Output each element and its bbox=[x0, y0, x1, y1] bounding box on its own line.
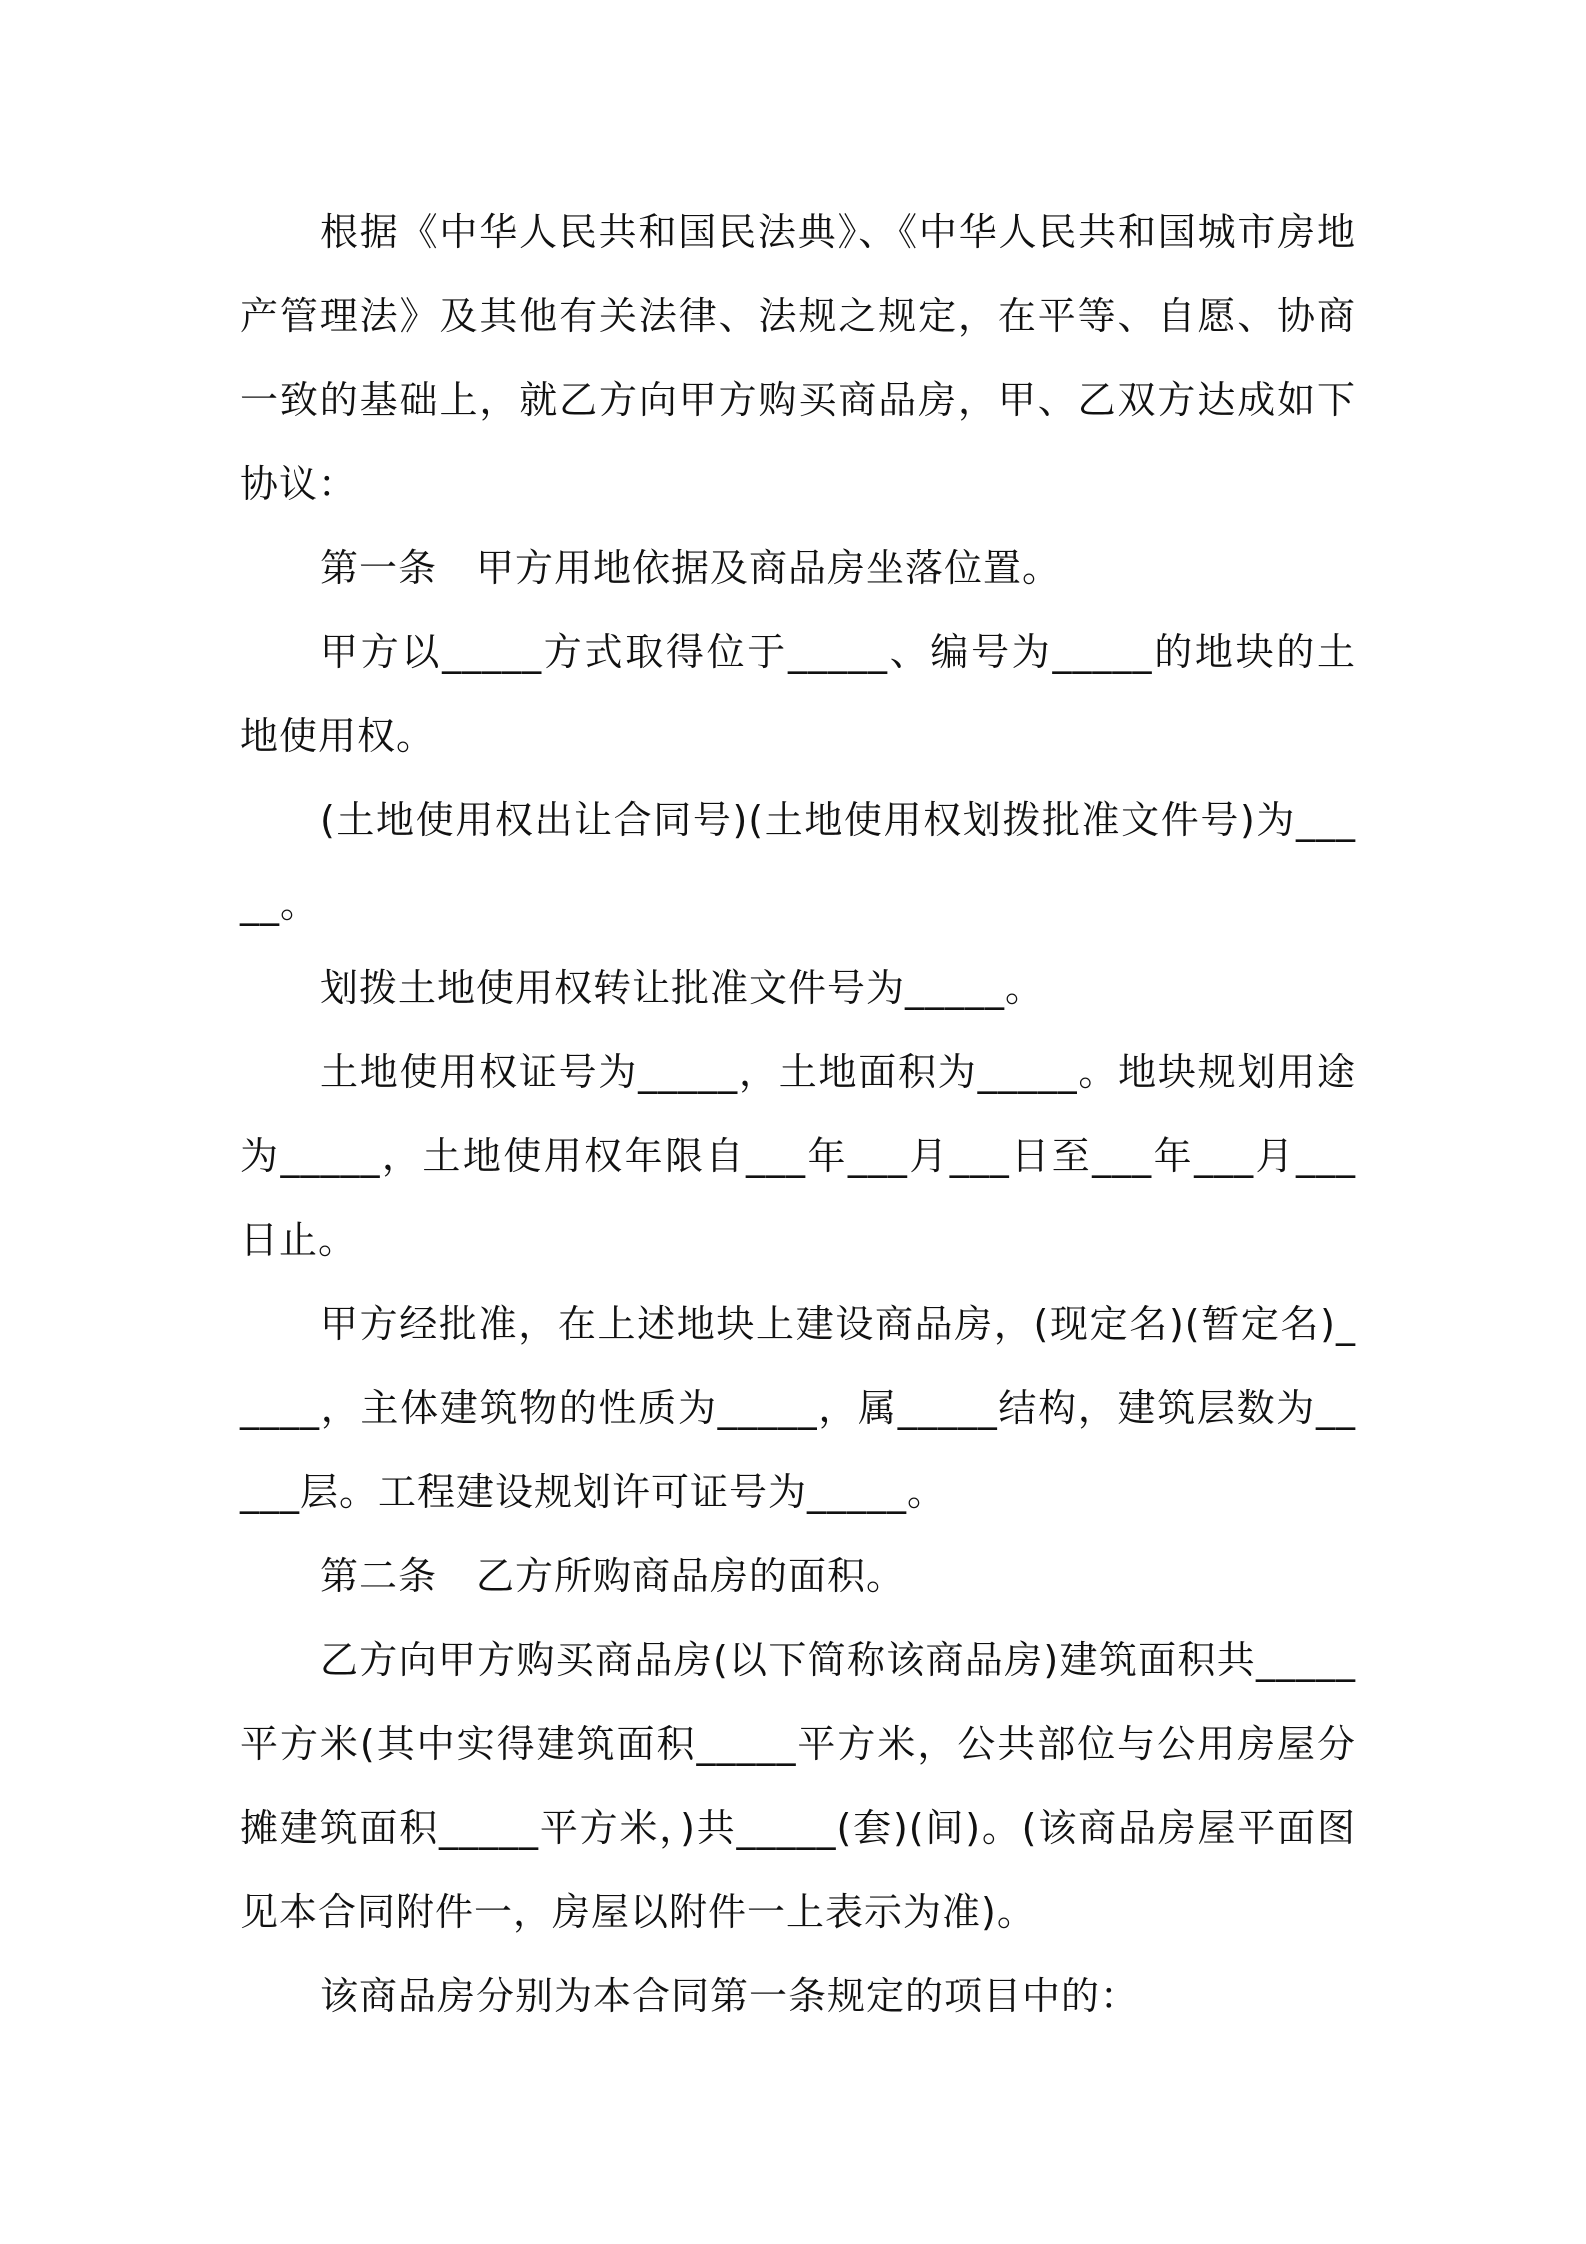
project-items-paragraph: 该商品房分别为本合同第一条规定的项目中的： bbox=[320, 1974, 1140, 2018]
preamble-paragraph: 根据《中华人民共和国民法典》、《中华人民共和国城市房地产管理法》及其他有关法律、法规之规定，在平等、自愿、协商一致的基础上，就乙方向甲方购买商品房，甲、乙双方达成如下协议： bbox=[240, 210, 1356, 506]
article-1-heading: 第一条 甲方用地依据及商品房坐落位置。 bbox=[320, 546, 1062, 590]
construction-approval-paragraph: 甲方经批准，在上述地块上建设商品房，(现定名)(暂定名)_____，主体建筑物的性质为_____，属_____结构，建筑层数为_____层。工程建设规划许可证号为_____。 bbox=[240, 1302, 1356, 1514]
land-certificate-paragraph: 土地使用权证号为_____，土地面积为_____。地块规划用途为_____，土地使用权年限自___年___月___日至___年___月___日止。 bbox=[240, 1050, 1356, 1262]
contract-body bbox=[240, 190, 1356, 2038]
land-acquisition-paragraph: 甲方以_____方式取得位于_____、编号为_____的地块的土地使用权。 bbox=[240, 630, 1356, 758]
land-contract-number-paragraph: (土地使用权出让合同号)(土地使用权划拨批准文件号)为_____。 bbox=[240, 798, 1356, 926]
transfer-approval-paragraph: 划拨土地使用权转让批准文件号为_____。 bbox=[320, 966, 1045, 1010]
article-2-heading: 第二条 乙方所购商品房的面积。 bbox=[320, 1554, 906, 1598]
purchase-area-paragraph: 乙方向甲方购买商品房(以下简称该商品房)建筑面积共_____平方米(其中实得建筑面积_____平方米，公共部位与公用房屋分摊建筑面积_____平方米，)共_____(套)(间)。(该商品房屋平面图见本合同附件一，房屋以附件一上表示为准)。 bbox=[240, 1638, 1356, 1934]
